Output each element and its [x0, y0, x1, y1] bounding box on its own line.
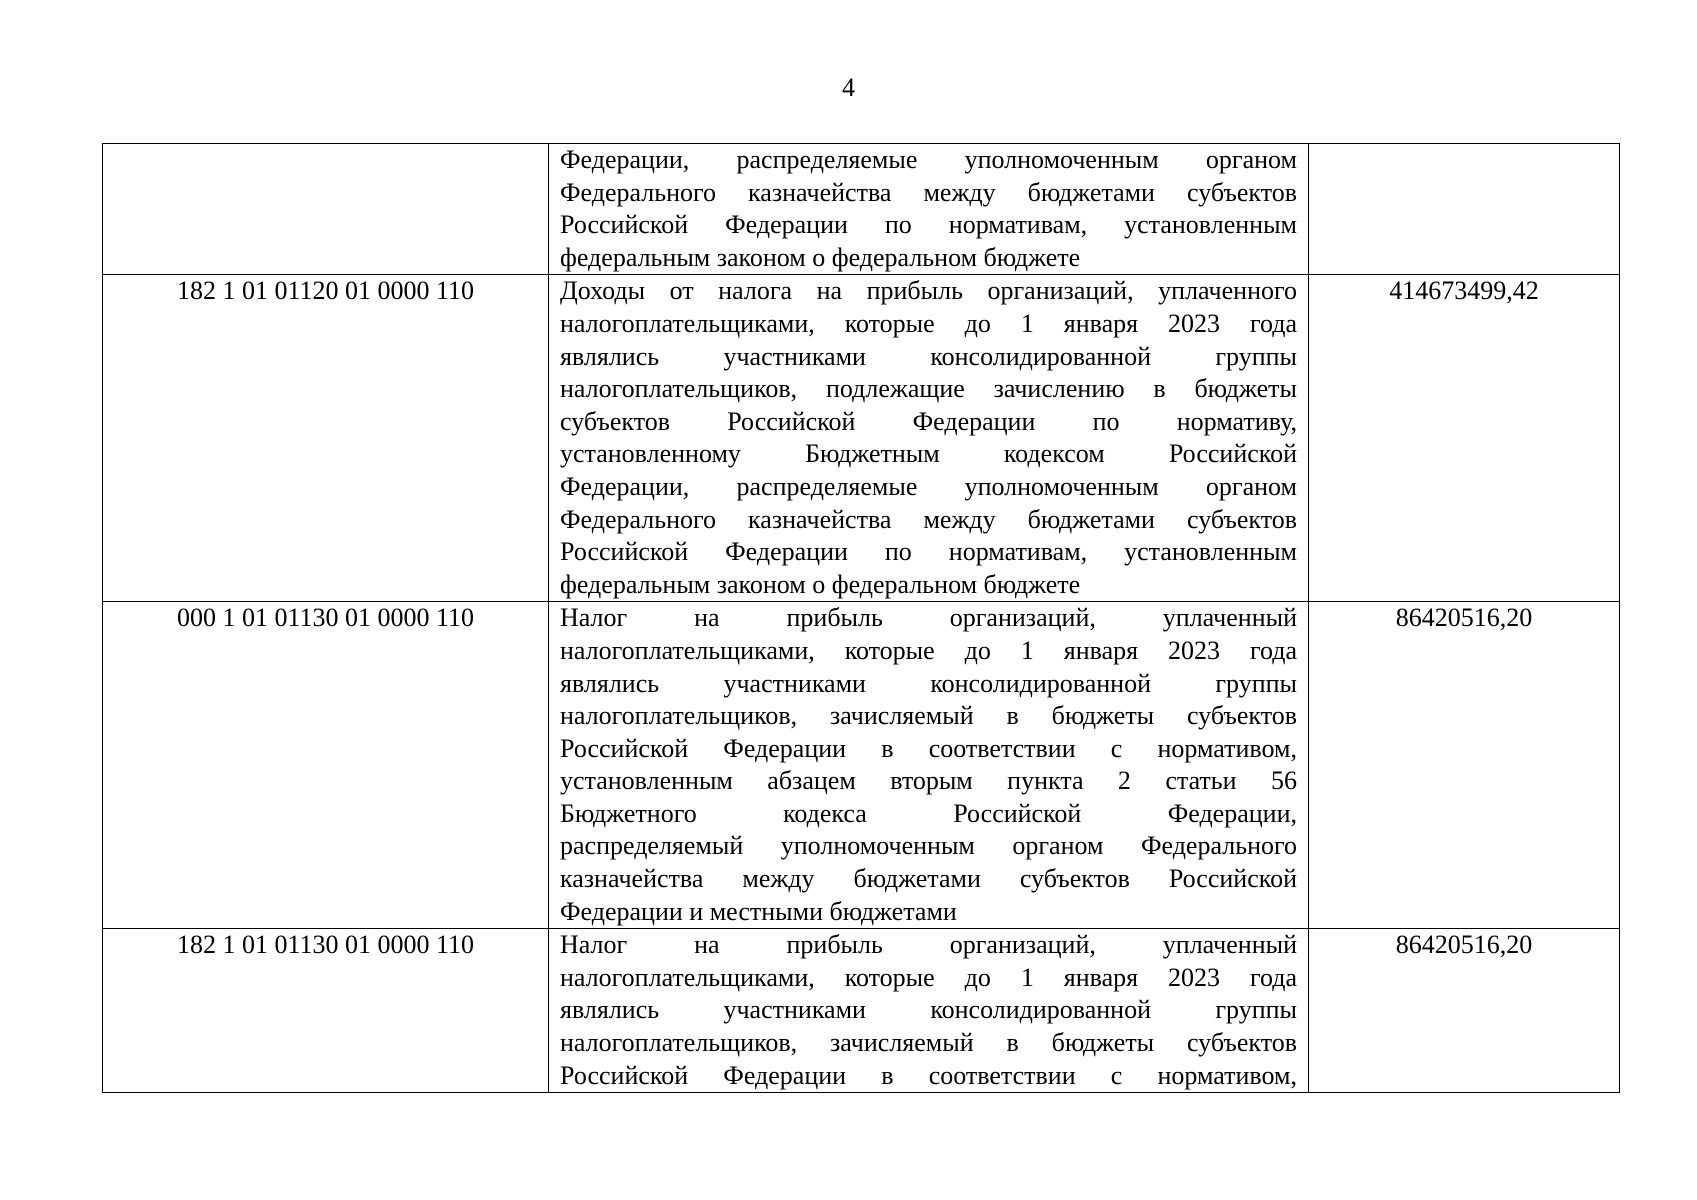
description-line: являлись участниками консолидированной группы — [560, 995, 1297, 1025]
description-line: налогоплательщиков, зачисляемый в бюджеты субъектов — [560, 701, 1297, 731]
budget-code-cell: 000 1 01 01130 01 0000 110 — [103, 602, 549, 929]
description-line: налогоплательщиками, которые до 1 января 2023 года — [560, 962, 1297, 992]
description-cell — [549, 275, 1309, 602]
page-number: 4 — [842, 73, 855, 102]
budget-code-cell: 182 1 01 01130 01 0000 110 — [103, 929, 549, 1093]
amount-cell: 414673499,42 — [1309, 275, 1620, 602]
description-line: Налог на прибыль организаций, уплаченный — [560, 603, 1297, 633]
budget-code-cell: 182 1 01 01120 01 0000 110 — [103, 275, 549, 602]
description-line: Федерации, распределяемые уполномоченным органом — [560, 145, 1297, 174]
description-line: налогоплательщиками, которые до 1 января 2023 года — [560, 635, 1297, 665]
description-line: Российской Федерации в соответствии с нормативом, — [560, 733, 1297, 763]
description-cell — [549, 602, 1309, 929]
description-line: Бюджетного кодекса Российской Федерации, — [560, 798, 1297, 828]
budget-revenue-table — [102, 143, 1620, 1093]
description-line: распределяемый уполномоченным органом Федерального — [560, 831, 1297, 861]
description-line: субъектов Российской Федерации по нормативу, — [560, 406, 1297, 436]
description-line: Налог на прибыль организаций, уплаченный — [560, 930, 1297, 960]
description-line: Федерации, распределяемые уполномоченным органом — [560, 471, 1297, 501]
description-line: Российской Федерации по нормативам, установленным — [560, 537, 1297, 567]
table-row — [103, 602, 1620, 929]
table-row — [103, 144, 1620, 275]
description-line: являлись участниками консолидированной группы — [560, 341, 1297, 371]
description-line: Федерации и местными бюджетами — [560, 896, 957, 926]
table-row — [103, 275, 1620, 602]
description-line: Российской Федерации в соответствии с нормативом, — [560, 1060, 1297, 1090]
amount-cell — [1309, 144, 1620, 275]
description-line: казначейства между бюджетами субъектов Российской — [560, 864, 1297, 894]
description-line: установленным абзацем вторым пункта 2 статьи 56 — [560, 766, 1297, 796]
table-row — [103, 929, 1620, 1093]
description-line: Российской Федерации по нормативам, установленным — [560, 210, 1297, 240]
description-cell — [549, 144, 1309, 275]
description-line: налогоплательщиков, зачисляемый в бюджеты субъектов — [560, 1028, 1297, 1058]
description-line: налогоплательщиков, подлежащие зачислению в бюджеты — [560, 374, 1297, 404]
description-line: Федерального казначейства между бюджетами субъектов — [560, 504, 1297, 534]
description-line: налогоплательщиками, которые до 1 января 2023 года — [560, 308, 1297, 338]
description-cell — [549, 929, 1309, 1093]
description-line: являлись участниками консолидированной группы — [560, 668, 1297, 698]
description-line: федеральным законом о федеральном бюджете — [560, 242, 1081, 272]
amount-cell: 86420516,20 — [1309, 929, 1620, 1093]
description-line: федеральным законом о федеральном бюджете — [560, 569, 1081, 599]
amount-cell: 86420516,20 — [1309, 602, 1620, 929]
description-line: Доходы от налога на прибыль организаций, уплаченного — [560, 276, 1297, 306]
budget-code-cell — [103, 144, 549, 275]
description-line: установленному Бюджетным кодексом Российской — [560, 439, 1297, 469]
description-line: Федерального казначейства между бюджетами субъектов — [560, 177, 1297, 207]
